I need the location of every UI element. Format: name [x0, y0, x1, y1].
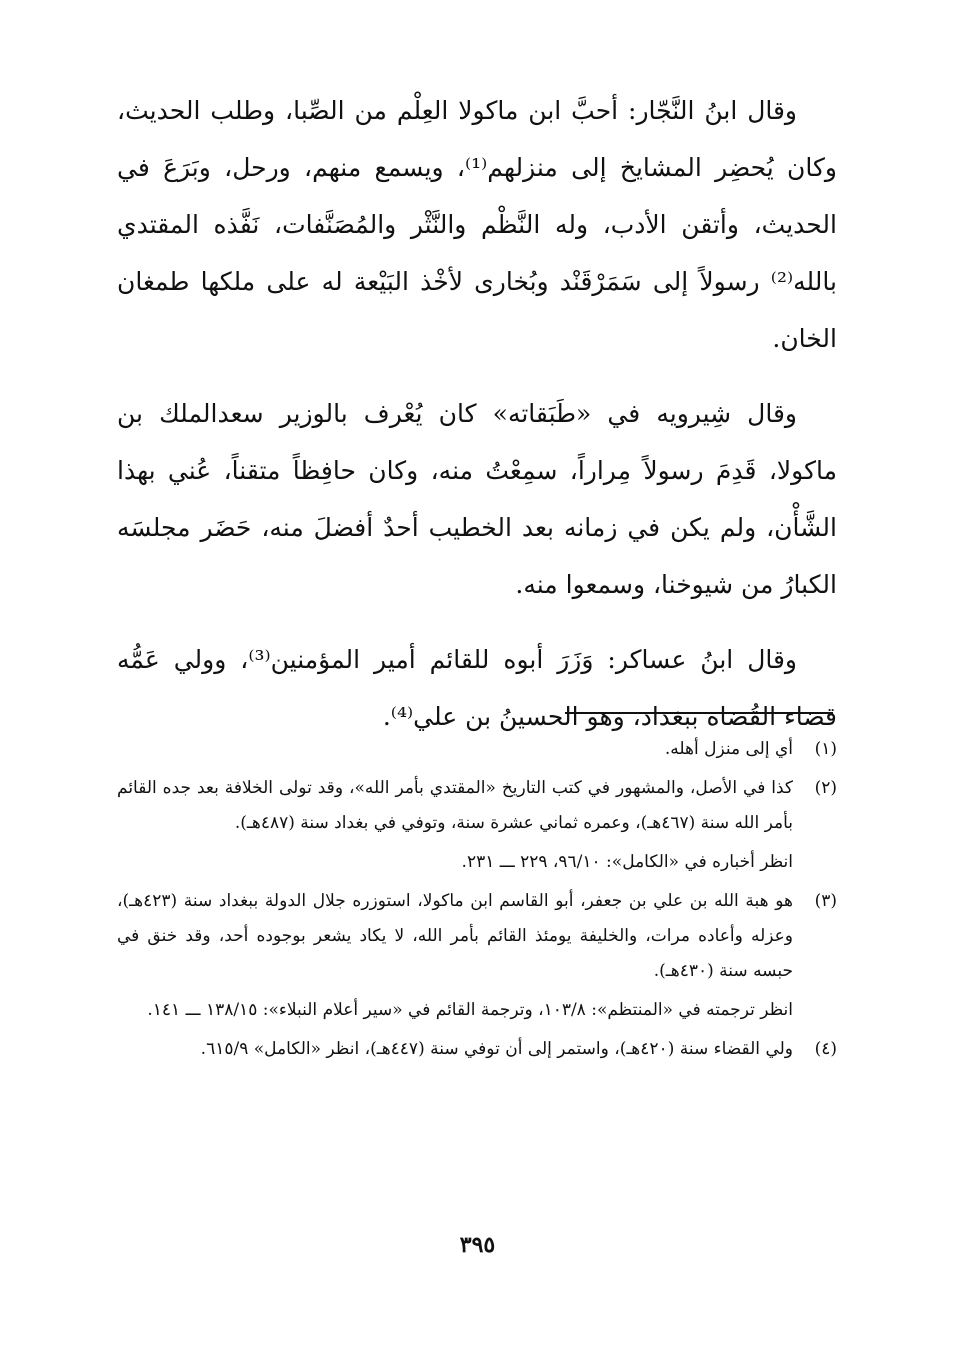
footnote-text: كذا في الأصل، والمشهور في كتب التاريخ «المقتدي بأمر الله»، وقد تولى الخلافة بعد جده القائم بأمر الله سنة (٤٦٧هـ)، وعمره ثماني عشرة سنة، وتوفي في بغداد سنة (٤٨٧هـ). — [117, 778, 793, 833]
footnote-reference: انظر أخباره في «الكامل»: ٩٦/١٠، ٢٢٩ ـــ ٢٣١. — [461, 852, 793, 872]
footnote-1 — [117, 732, 837, 767]
footnote-separator — [565, 712, 833, 714]
footnote-text: ولي القضاء سنة (٤٢٠هـ)، واستمر إلى أن توفي سنة (٤٤٧هـ)، انظر «الكامل» ٦١٥/٩. — [200, 1039, 793, 1059]
footnote-text: هو هبة الله بن علي بن جعفر، أبو القاسم ابن ماكولا، استوزره جلال الدولة ببغداد سنة (٤٢٣هـ)، وعزله وأعاده مرات، والخليفة يومئذ القائم بأمر الله، لا يكاد يشعر بوجوده أحد، وقد خنق في حبسه سنة (٤٣٠هـ). — [117, 891, 793, 981]
main-text — [117, 82, 837, 745]
footnote-reference: انظر ترجمته في «المنتظم»: ١٠٣/٨، وترجمة القائم في «سير أعلام النبلاء»: ١٣٨/١٥ ـــ ١٤١. — [147, 1000, 793, 1020]
paragraph-ibn-asakir: وقال ابنُ عساكر: وَزَرَ أبوه للقائم أمير المؤمنين⁽³⁾، وولي عَمُّه قضاء القُضاة ببغداد، وهو الحسينُ بن علي⁽⁴⁾. — [117, 645, 837, 731]
footnote-4 — [117, 1032, 837, 1067]
footnote-number: (٢) — [814, 778, 837, 798]
footnotes — [117, 732, 837, 1071]
footnote-number: (٣) — [814, 891, 837, 911]
paragraph-ibn-najjar: وقال ابنُ النَّجّار: أحبَّ ابن ماكولا العِلْم من الصِّبا، وطلب الحديث، وكان يُحضِر المشايخ إلى منزلهم⁽¹⁾، ويسمع منهم، ورحل، وبَرَعَ في الحديث، وأتقن الأدب، وله النَّظْم والنَّثْر والمُصَنَّفات، نَفَّذه المقتدي بالله⁽²⁾ رسولاً إلى سَمَرْقَنْد وبُخارى لأخْذ البَيْعة له على ملكها طمغان الخان. — [117, 96, 837, 353]
page-number: ٣٩٥ — [459, 1232, 496, 1258]
footnote-2 — [117, 771, 837, 880]
footnote-3 — [117, 884, 837, 1028]
paragraph-shirawayh: وقال شِيرويه في «طَبَقاته» كان يُعْرف بالوزير سعدالملك بن ماكولا، قَدِمَ رسولاً مِراراً، سمِعْتُ منه، وكان حافِظاً متقناً، عُني بهذا الشَّأْن، ولم يكن في زمانه بعد الخطيب أحدٌ أفضلَ منه، حَضَر مجلسَه الكبارُ من شيوخنا، وسمعوا منه. — [117, 399, 837, 599]
footnote-text: أي إلى منزل أهله. — [664, 739, 793, 759]
footnote-number: (٤) — [814, 1039, 837, 1059]
footnote-number: (١) — [814, 739, 837, 759]
